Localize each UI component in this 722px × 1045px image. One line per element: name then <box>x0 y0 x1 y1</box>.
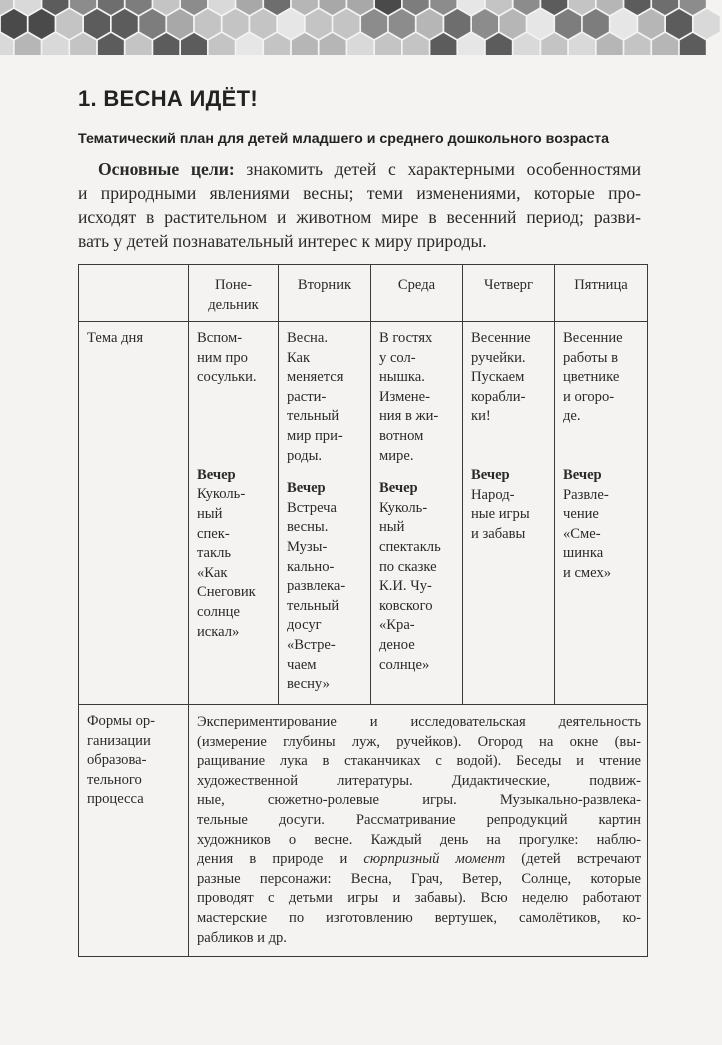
hexagon-tile <box>486 33 512 55</box>
hexagon-tile <box>29 9 55 39</box>
hexagon-tile <box>611 9 637 39</box>
hexagon-tile <box>347 33 373 55</box>
evening-label: Вечер <box>563 466 602 483</box>
hexagon-tile <box>666 9 692 39</box>
hexagon-tile <box>112 9 138 39</box>
surprise-moment-italic: сюрпризный момент <box>363 851 506 868</box>
evening-label: Вечер <box>379 480 418 497</box>
hexagon-tile <box>236 33 262 55</box>
hexagon-tile <box>417 9 443 39</box>
hexagon-tile <box>195 9 221 39</box>
header-friday: Пятница <box>555 265 648 322</box>
hexagon-tile <box>42 33 68 55</box>
hexagon-tile <box>583 9 609 39</box>
hexagon-tile <box>98 33 124 55</box>
header-tuesday: Вторник <box>279 265 371 322</box>
chapter-heading: 1. ВЕСНА ИДЁТ! <box>78 86 258 111</box>
evening-label: Вечер <box>287 480 326 497</box>
hexagon-tile <box>555 9 581 39</box>
tuesday-cell: Весна. Как меняется расти- тельный мир при- роды. Вечер Встреча весны. Музы- кально- развлека- тельный досуг «Встре- чаем весну» <box>279 322 371 705</box>
intro-line-1: Основные цели: знакомить детей с характерными особенностями <box>98 159 641 179</box>
intro-line-2: и природными явлениями весны; теми изменениями, которые про- <box>78 183 641 203</box>
theme-of-day-label: Тема дня <box>79 322 189 705</box>
hexagon-tile <box>167 9 193 39</box>
hexagon-tile <box>389 9 415 39</box>
hexagon-tile <box>209 33 235 55</box>
hexagon-tile <box>458 33 484 55</box>
hexagon-tile <box>444 9 470 39</box>
hexagon-tile <box>472 9 498 39</box>
intro-label: Основные цели: <box>98 159 235 179</box>
hexagon-tile <box>624 33 650 55</box>
evening-label: Вечер <box>197 466 236 483</box>
monday-cell: Вспом- ним про сосульки. Вечер Куколь- ный спек- такль «Как Снеговик солнце искал» <box>189 322 279 705</box>
table-row <box>79 322 648 705</box>
header-thursday: Четверг <box>463 265 555 322</box>
hexagon-tile <box>70 33 96 55</box>
thematic-plan-table <box>78 264 648 957</box>
hexagon-tile <box>56 9 82 39</box>
intro-line-4: вать у детей познавательный интерес к миру природы. <box>78 231 487 251</box>
hexagon-tile <box>361 9 387 39</box>
hexagon-tile <box>278 9 304 39</box>
hexagon-tile <box>597 33 623 55</box>
hexagon-tile <box>306 9 332 39</box>
hexagon-tile <box>694 9 720 39</box>
evening-label: Вечер <box>471 466 510 483</box>
friday-cell: Весенние работы в цветнике и огоро- де. Вечер Развле- чение «Сме- шинка и смех» <box>555 322 648 705</box>
table-row <box>79 705 648 957</box>
hexagon-tile <box>264 33 290 55</box>
hexagon-tile <box>541 33 567 55</box>
hexagon-tile <box>320 33 346 55</box>
hexagon-tile <box>652 33 678 55</box>
header-corner-cell <box>79 265 189 322</box>
hexagon-tile <box>1 9 27 39</box>
header-wednesday: Среда <box>371 265 463 322</box>
hexagon-tile <box>638 9 664 39</box>
hexagon-tile <box>514 33 540 55</box>
hexagon-tile <box>333 9 359 39</box>
hexagon-tile <box>139 9 165 39</box>
wednesday-cell: В гостях у сол- нышка. Измене- ния в жи- вотном мире. Вечер Куколь- ный спектакль по сказке К.И. Чу- ковского «Кра- деное солнце» <box>371 322 463 705</box>
hexagon-tile <box>250 9 276 39</box>
hexagon-tile <box>181 33 207 55</box>
table-header-row <box>79 265 648 322</box>
hexagon-tile <box>84 9 110 39</box>
forms-description-cell: Экспериментирование и исследовательская деятельность (измерение глубины луж, ручейков). Огород на окне (вы- ращивание лука в стаканчиках с водой). Беседы и чтение художественной литературы. Дидактические, подвиж- ные, сюжетно-ролевые игры. Музыкально-развлека- тельные досуги. Рассматривание репродукций картин художников о весне. Каждый день на прогулке: наблю- дения в природе и сюрпризный момент (детей встречают разные персонажи: Весна, Грач, Ветер, Солнце, которые проводят с детьми игры и забавы). Всю неделю работают мастерские по изготовлению вертушек, самолётиков, ко- рабликов и др. <box>189 705 648 957</box>
intro-paragraph <box>78 157 641 253</box>
hexagon-tile <box>680 33 706 55</box>
hexagon-tile <box>223 9 249 39</box>
hexagon-tile <box>430 33 456 55</box>
hexagon-tile <box>403 33 429 55</box>
hexagon-tile <box>569 33 595 55</box>
intro-line-3: исходят в растительном и животном мире в весенний период; разви- <box>78 207 641 227</box>
header-monday: Поне- дельник <box>189 265 279 322</box>
hexagon-tile <box>126 33 152 55</box>
hexagon-tile <box>15 33 41 55</box>
thursday-cell: Весенние ручейки. Пускаем корабли- ки! Вечер Народ- ные игры и забавы <box>463 322 555 705</box>
section-subheading: Тематический план для детей младшего и среднего дошкольного возраста <box>78 131 610 147</box>
hexagon-tile <box>153 33 179 55</box>
forms-label-cell: Формы ор- ганизации образова- тельного процесса <box>79 705 189 957</box>
hexagon-pattern-banner <box>0 0 722 55</box>
hexagon-tile <box>527 9 553 39</box>
hexagon-tile <box>375 33 401 55</box>
hexagon-tile <box>500 9 526 39</box>
hexagon-tile <box>292 33 318 55</box>
